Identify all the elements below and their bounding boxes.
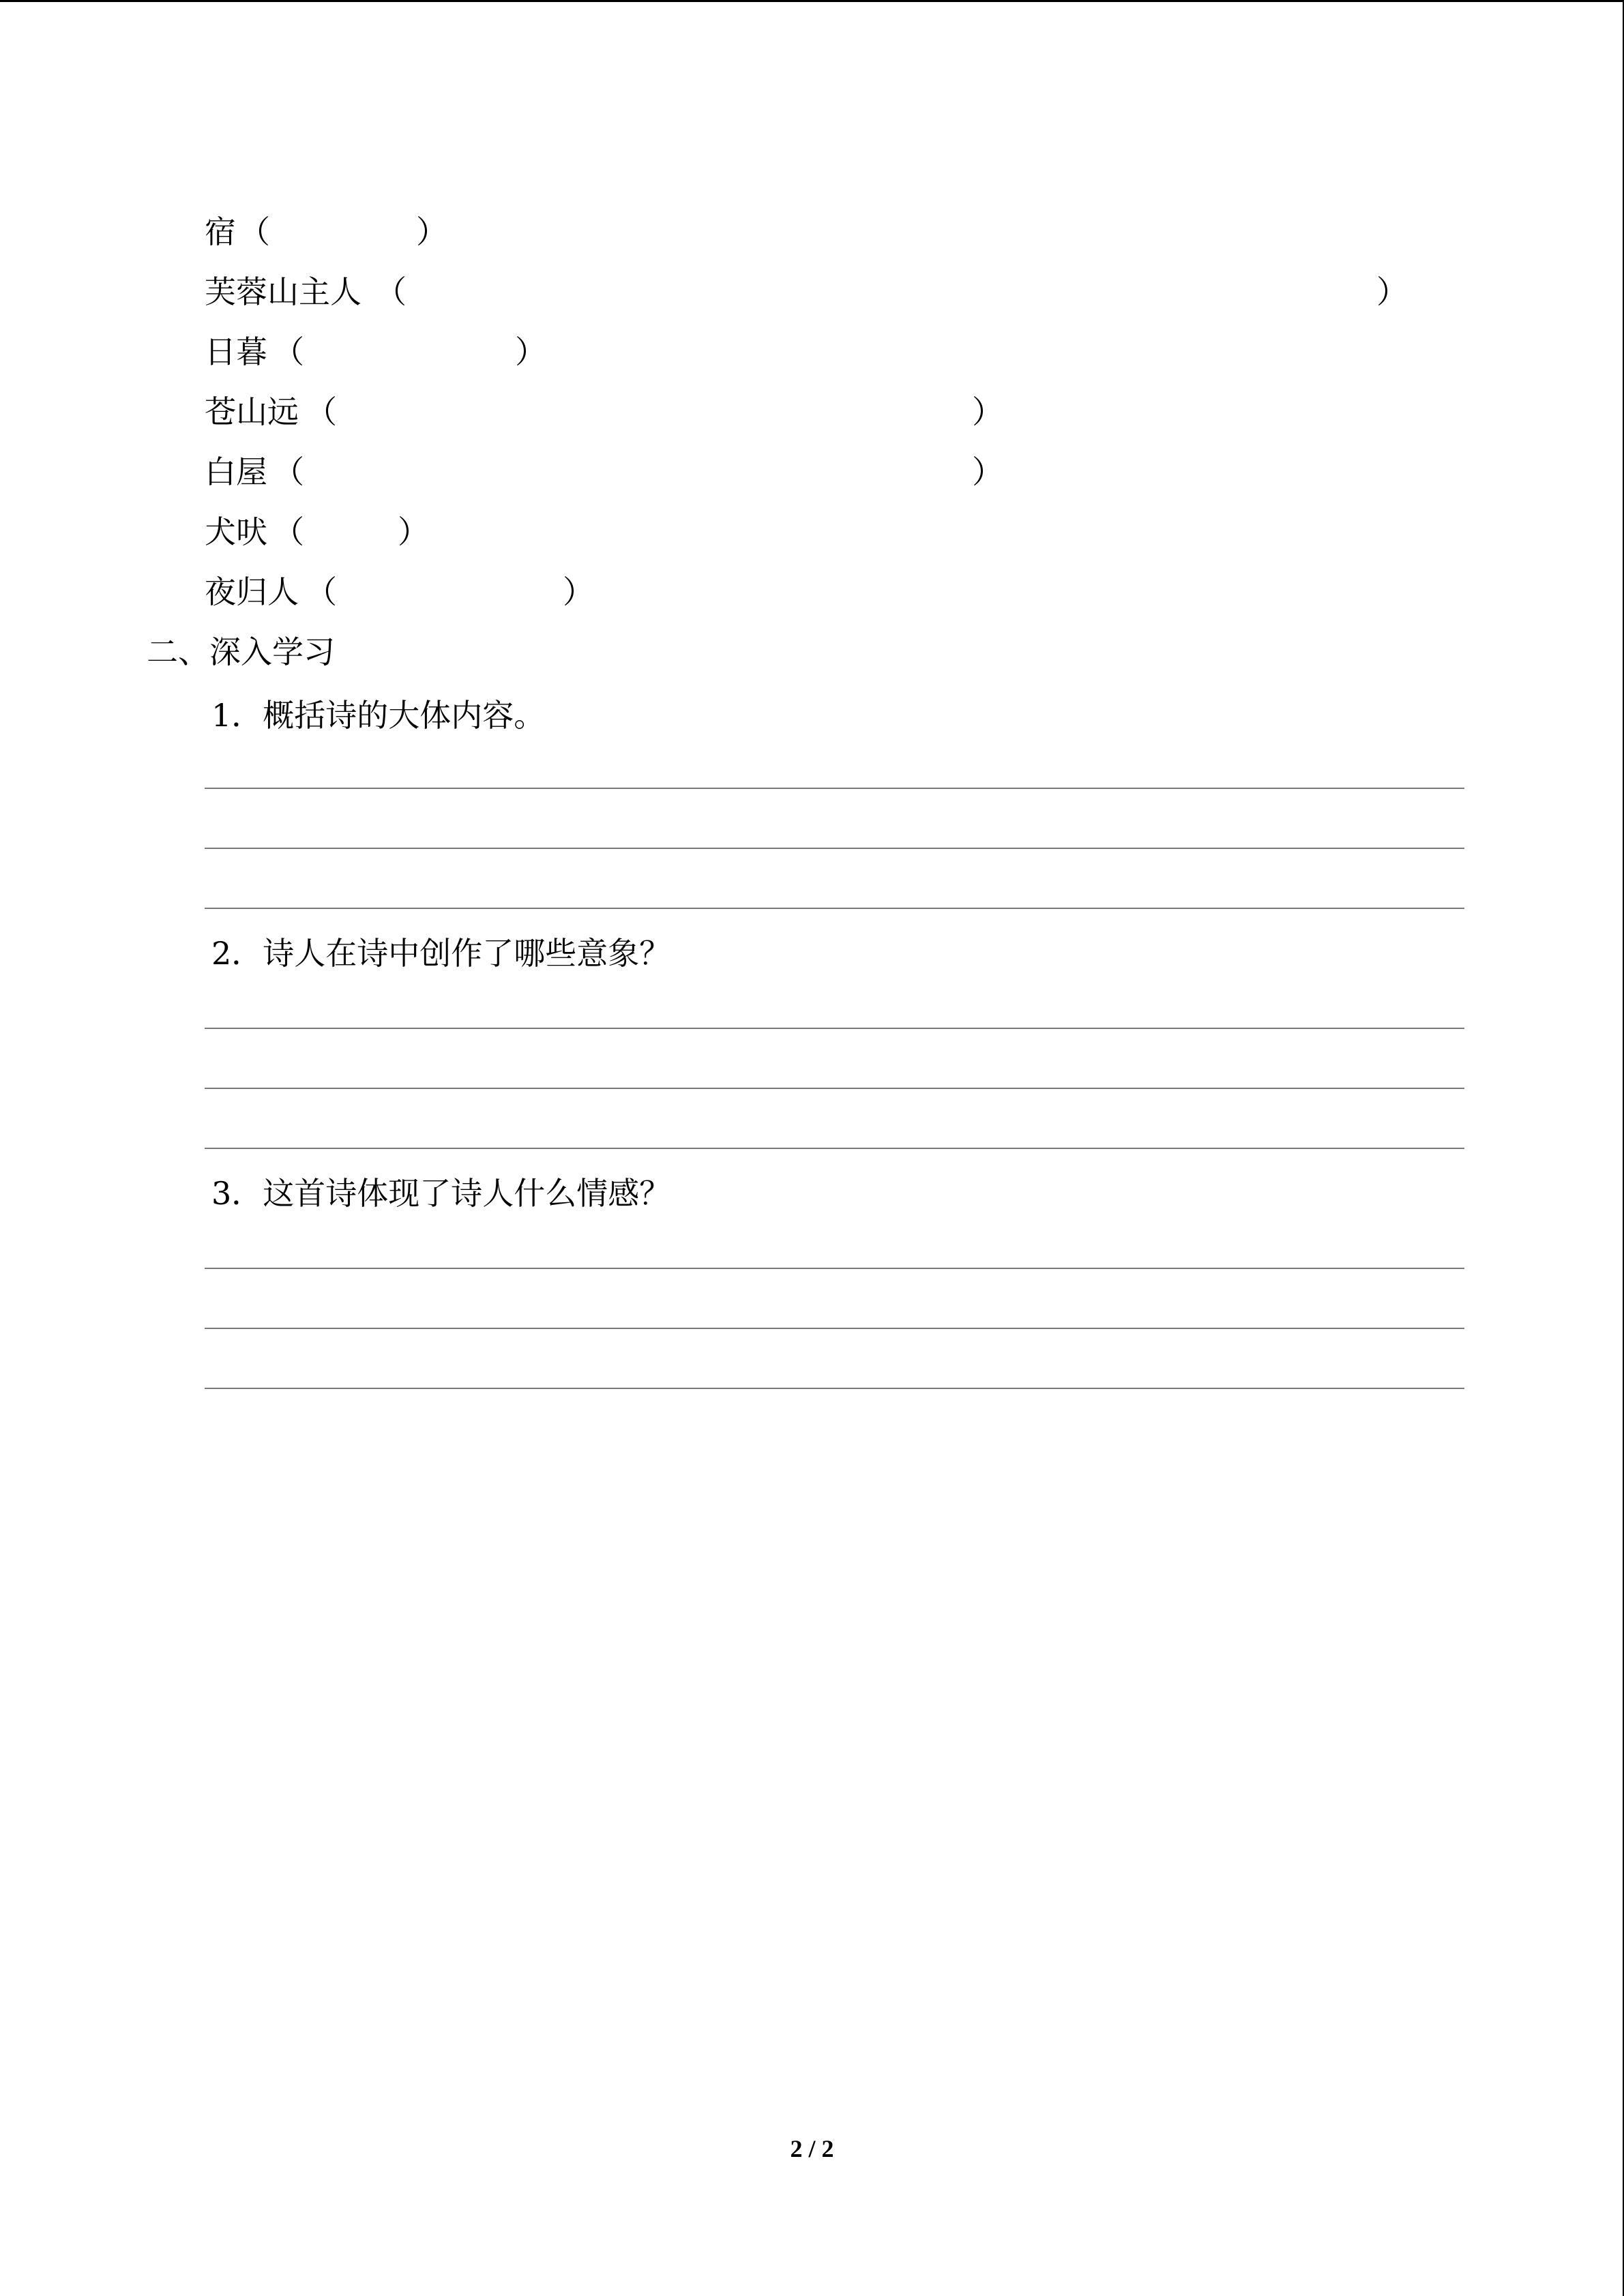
answer-line[interactable]	[205, 848, 1464, 849]
vocab-term: 宿	[205, 213, 236, 250]
answer-line[interactable]	[205, 908, 1464, 909]
close-paren: ）	[416, 213, 447, 250]
open-paren: （	[375, 273, 407, 310]
vocab-term: 夜归人	[205, 573, 299, 610]
close-paren: ）	[563, 573, 594, 610]
question-3: 3．这首诗体现了诗人什么情感？	[211, 1175, 671, 1212]
vocab-item-cangshan-yuan	[205, 391, 1432, 432]
answer-line[interactable]	[205, 1268, 1464, 1269]
answer-line[interactable]	[205, 1148, 1464, 1149]
open-paren: （	[273, 453, 304, 490]
vocab-item-furongshan-zhuren	[205, 271, 1432, 312]
close-paren: ）	[515, 333, 546, 370]
open-paren: （	[306, 573, 337, 610]
question-1: 1．概括诗的大体内容。	[211, 697, 546, 734]
open-paren: （	[239, 213, 270, 250]
page-top-border	[0, 0, 1624, 2]
vocab-item-ye-guiren	[205, 571, 1432, 612]
answer-line[interactable]	[205, 1388, 1464, 1389]
answer-line[interactable]	[205, 788, 1464, 789]
vocab-term: 犬吠	[205, 513, 267, 550]
vocab-item-su	[205, 211, 1432, 252]
open-paren: （	[273, 513, 304, 550]
page-number: 2 / 2	[790, 2135, 834, 2162]
vocab-item-baiwu	[205, 451, 1432, 492]
vocab-item-rimu	[205, 331, 1432, 372]
vocab-term: 日暮	[205, 333, 267, 370]
open-paren: （	[306, 393, 337, 430]
vocab-item-quanfei	[205, 511, 1432, 552]
answer-line[interactable]	[205, 1328, 1464, 1329]
answer-line[interactable]	[205, 1028, 1464, 1029]
close-paren: ）	[1376, 273, 1408, 310]
close-paren: ）	[972, 453, 1003, 490]
section-heading: 二、深入学习	[147, 633, 335, 670]
close-paren: ）	[972, 393, 1003, 430]
close-paren: ）	[398, 513, 429, 550]
vocab-term: 白屋	[205, 453, 267, 490]
vocab-term: 芙蓉山主人	[205, 273, 361, 310]
open-paren: （	[273, 333, 304, 370]
question-2: 2．诗人在诗中创作了哪些意象？	[211, 935, 671, 972]
answer-line[interactable]	[205, 1088, 1464, 1089]
vocab-term: 苍山远	[205, 393, 299, 430]
